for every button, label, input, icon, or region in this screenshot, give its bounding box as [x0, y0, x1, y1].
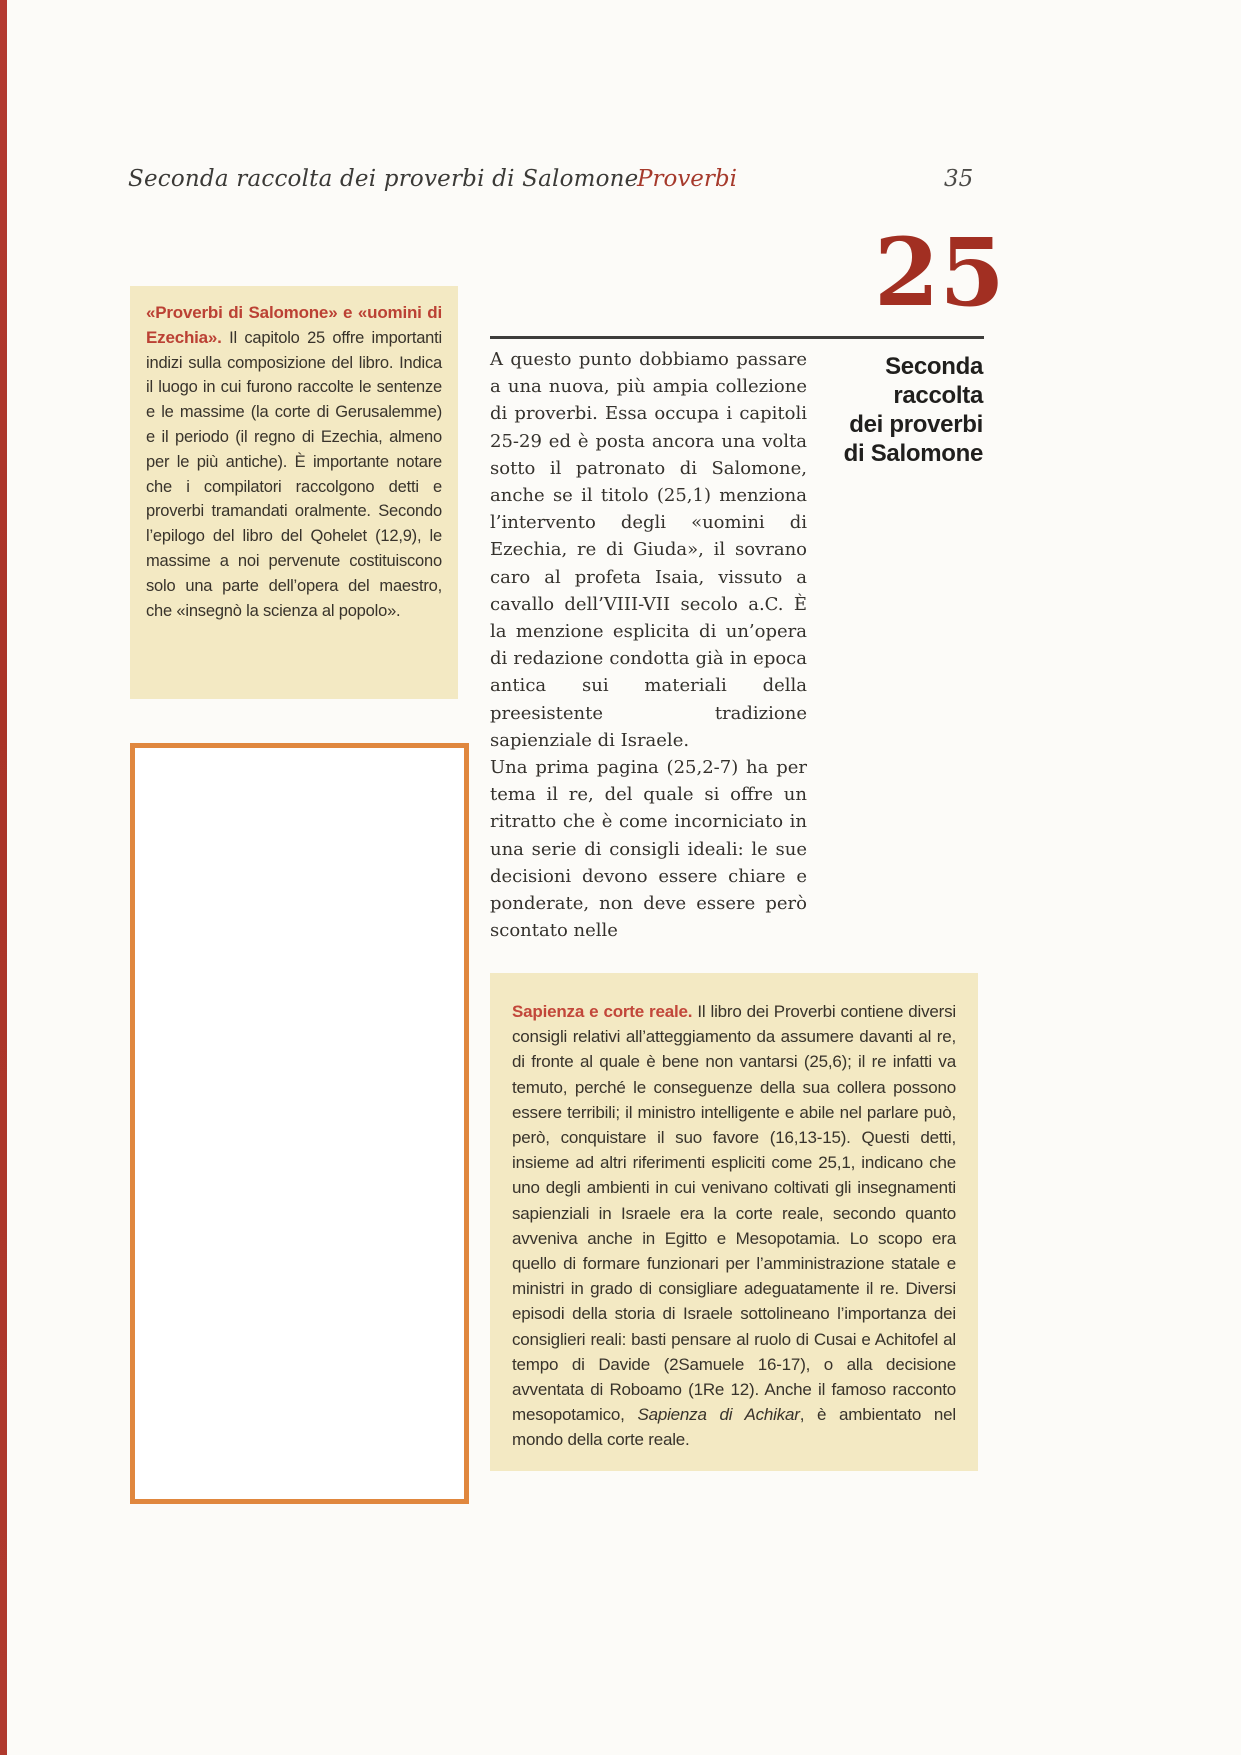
bottom-note-text	[512, 999, 956, 1453]
bottom-note-box	[490, 973, 978, 1471]
sidebar-note-text	[146, 301, 442, 623]
main-paragraph: Una prima pagina (25,2-7) ha per tema il re, del quale si offre un ritratto che è come incorniciato in una serie di consigli ideali: le sue decisioni devono essere chiare e ponderate, non deve essere però scontato nelle	[490, 757, 807, 942]
chapter-title-line: raccolta	[893, 382, 983, 409]
sidebar-note-lead: «Proverbi di Salomone» e «uomini di Ezechia».	[146, 303, 442, 347]
empty-image-frame	[130, 743, 469, 1504]
main-text-column	[490, 346, 807, 944]
page-edge-strip	[0, 0, 7, 1755]
bottom-note-lead: Sapienza e corte reale.	[512, 1002, 693, 1021]
running-header-title: Seconda raccolta dei proverbi di Salomone	[128, 166, 639, 192]
bottom-note-body-end: , è ambientato nel mondo della corte reale.	[512, 1405, 956, 1450]
running-header-book-name: Proverbi	[637, 166, 737, 192]
sidebar-note-body: Il capitolo 25 offre importanti indizi sulla composizione del libro. Indica il luogo in cui furono raccolte le sentenze e le massime (la corte di Gerusalemme) e il periodo (il regno di Ezechia, almeno per le più antiche). È importante notare che i compilatori raccolgono detti e proverbi tramandati oralmente. Secondo l’epilogo del libro del Qohelet (12,9), le massime a noi pervenute costituiscono solo una parte dell’opera del maestro, che «insegnò la scienza al popolo».	[146, 328, 443, 620]
bottom-note-italic-title: Sapienza di Achikar	[637, 1405, 800, 1425]
chapter-title-line: Seconda	[885, 353, 983, 380]
chapter-number: 25	[874, 218, 1005, 328]
bottom-note-body-start: Il libro dei Proverbi contiene diversi consigli relativi all’atteggiamento da assumere davanti al re, di fronte al quale è bene non vantarsi (25,6); il re infatti va temuto, perché le conseguenze della sua collera possono essere terribili; il ministro intelligente e abile nel parlare può, però, conquistare il suo favore (16,13-15). Questi detti, insieme ad altri riferimenti espliciti come 25,1, indicano che uno degli ambienti in cui venivano coltivati gli insegnamenti sapienziali in Israele era la corte reale, secondo quanto avveniva anche in Egitto e Mesopotamia. Lo scopo era quello di formare funzionari per l’amministrazione statale e ministri in grado di consigliare adeguatamente il re. Diversi episodi della storia di Israele sottolineano l’importanza dei consiglieri reali: basti pensare al ruolo di Cusai e Achitofel al tempo di Davide (2Samuele 16-17), o alla decisione avventata di Roboamo (1Re 12). Anche il famoso racconto mesopotamico,	[512, 1002, 957, 1425]
section-rule	[490, 336, 984, 339]
chapter-title-line: dei proverbi	[849, 411, 983, 438]
page-number: 35	[944, 166, 974, 192]
sidebar-note-box	[130, 286, 458, 699]
chapter-title-line: di Salomone	[843, 440, 983, 467]
main-paragraph: A questo punto dobbiamo passare a una nuova, più ampia collezione di proverbi. Essa occupa i capitoli 25-29 ed è posta ancora una volta sotto il patronato di Salomone, anche se il titolo (25,1) menziona l’intervento degli «uomini di Ezechia, re di Giuda», il sovrano caro al profeta Isaia, vissuto a cavallo dell’VIII-VII secolo a.C. È la menzione esplicita di un’opera di redazione condotta già in epoca antica sui materiali della preesistente tradizione sapienziale di Israele.	[490, 349, 807, 751]
